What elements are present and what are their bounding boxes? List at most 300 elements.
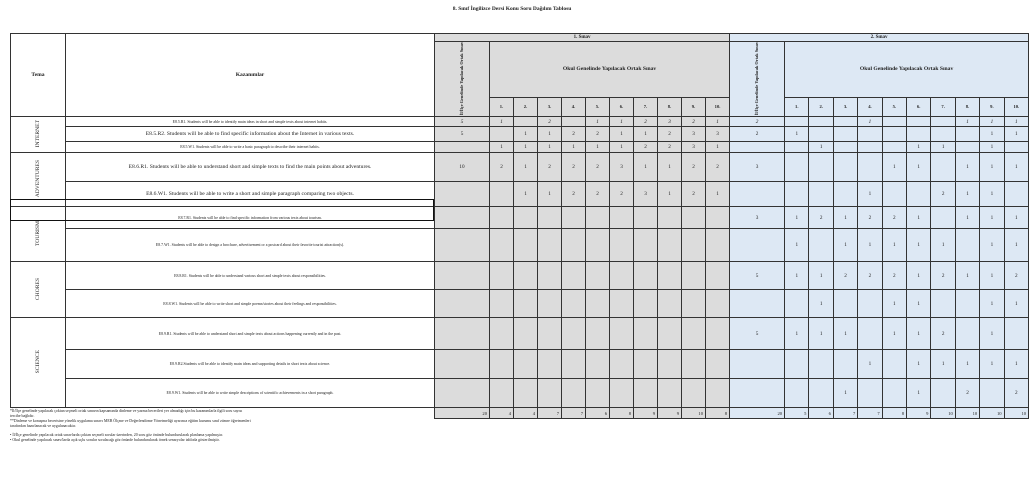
exam1-q-6: 3 (610, 153, 634, 182)
exam2-q-1 (785, 350, 809, 379)
exam2-q-5 (882, 379, 906, 408)
exam1-q-6 (610, 318, 634, 350)
ilce-count-1 (435, 207, 490, 229)
exam2-total-8: 10 (955, 408, 979, 419)
exam2-q-4: 1 (858, 182, 882, 207)
exam1-total-1: 4 (490, 408, 514, 419)
exam1-q-2: 1 (514, 153, 538, 182)
exam1-q-1: 2 (490, 153, 514, 182)
kazanim-text: E8.9.R2.Students will be able to identify main ideas and supporting details in short texts about science. (66, 350, 435, 379)
okul-header-2: Okul Genelinde Yapılacak Ortak Sınav (785, 42, 1029, 98)
exam1-q-2: 1 (514, 142, 538, 153)
exam1-q-7 (634, 229, 658, 262)
exam1-q-6: 1 (610, 127, 634, 142)
exam2-q-9 (980, 379, 1004, 408)
table-row (11, 117, 1029, 127)
exam1-col-6: 6. (610, 97, 634, 117)
exam2-q-1 (785, 142, 809, 153)
exam2-q-3 (833, 350, 857, 379)
table-row (11, 142, 1029, 153)
exam1-q-10 (706, 290, 730, 318)
exam1-q-4: 2 (562, 127, 586, 142)
exam1-q-7 (634, 262, 658, 290)
ilce-count-1 (435, 142, 490, 153)
exam2-q-6: 1 (907, 318, 931, 350)
exam2-q-4 (858, 290, 882, 318)
exam2-col-2: 2. (809, 97, 833, 117)
exam1-q-2: 1 (514, 127, 538, 142)
exam2-q-10: 1 (1004, 127, 1028, 142)
kazanim-text: E8.7.R1. Students will be able to find specific information from various texts about tourism. (66, 207, 435, 229)
exam2-q-7: 1 (931, 142, 955, 153)
exam1-q-3: 1 (538, 142, 562, 153)
exam2-q-1 (785, 290, 809, 318)
exam1-col-1: 1. (490, 97, 514, 117)
exam1-q-10 (706, 262, 730, 290)
exam1-q-4 (562, 229, 586, 262)
exam1-q-2 (514, 350, 538, 379)
exam2-q-5: 1 (882, 318, 906, 350)
exam1-col-9: 9. (682, 97, 706, 117)
exam1-q-3 (538, 350, 562, 379)
table-row (11, 318, 1029, 350)
exam2-q-3: 1 (833, 379, 857, 408)
exam2-q-1 (785, 182, 809, 207)
exam1-q-10 (706, 318, 730, 350)
ilce-count-2: 2 (730, 127, 785, 142)
exam1-q-9 (682, 350, 706, 379)
note-line: • Okul genelinde yapılacak sınav/larda açık uçlu sorular sorulacağı göz önünde bulundurularak örnek senaryolar tabloda gösterilmiştir. (10, 438, 220, 442)
exam2-col-4: 4. (858, 97, 882, 117)
exam1-q-10: 1 (706, 182, 730, 207)
exam1-q-2 (514, 379, 538, 408)
exam1-q-6: 1 (610, 117, 634, 127)
table-row (11, 207, 1029, 229)
exam2-q-10: 2 (1004, 262, 1028, 290)
exam1-q-9: 3 (682, 142, 706, 153)
exam2-q-8: 1 (955, 207, 979, 229)
exam1-q-1: 1 (490, 142, 514, 153)
exam2-col-7: 7. (931, 97, 955, 117)
distribution-table (10, 33, 1029, 419)
table-row (11, 127, 1029, 142)
page-title: 8. Sınıf İngilizce Dersi Konu Soru Dağılım Tablosu (452, 6, 572, 12)
exam1-q-4 (562, 117, 586, 127)
exam2-q-9: 1 (980, 153, 1004, 182)
ilce-count-2 (730, 182, 785, 207)
exam2-q-6: 1 (907, 290, 931, 318)
exam2-total-10: 10 (1004, 408, 1028, 419)
exam1-q-5: 2 (586, 182, 610, 207)
exam1-q-4 (562, 318, 586, 350)
exam1-col-5: 5. (586, 97, 610, 117)
exam2-q-1: 1 (785, 229, 809, 262)
theme-cell (11, 153, 66, 207)
theme-label: CHORES (35, 277, 41, 300)
ilce-count-1 (435, 182, 490, 207)
exam2-q-8 (955, 142, 979, 153)
exam2-q-4: 2 (858, 262, 882, 290)
table-row (11, 262, 1029, 290)
exam1-q-4 (562, 207, 586, 229)
exam1-q-3 (538, 318, 562, 350)
exam2-q-5: 1 (882, 153, 906, 182)
exam1-q-7 (634, 350, 658, 379)
exam2-q-4 (858, 379, 882, 408)
exam2-q-5 (882, 350, 906, 379)
exam1-q-5: 2 (586, 127, 610, 142)
exam2-q-3 (833, 153, 857, 182)
exam2-q-3 (833, 127, 857, 142)
exam2-q-9: 1 (980, 318, 1004, 350)
ilce-count-2 (730, 229, 785, 262)
theme-label: SCIENCE (35, 349, 41, 374)
exam2-q-3: 1 (833, 207, 857, 229)
exam1-q-10 (706, 350, 730, 379)
exam2-q-9: 1 (980, 142, 1004, 153)
exam1-q-8 (658, 379, 682, 408)
exam2-total-3: 7 (833, 408, 857, 419)
exam1-q-8 (658, 229, 682, 262)
exam1-q-1 (490, 318, 514, 350)
exam1-total-2: 4 (514, 408, 538, 419)
ilce-count-1 (435, 350, 490, 379)
exam2-q-6: 1 (907, 262, 931, 290)
exam1-q-6 (610, 207, 634, 229)
exam1-q-1 (490, 229, 514, 262)
exam1-q-9 (682, 207, 706, 229)
exam2-q-7 (931, 207, 955, 229)
exam2-q-10 (1004, 142, 1028, 153)
exam2-q-7: 1 (931, 229, 955, 262)
ilce-total-2: 20 (730, 408, 785, 419)
exam1-q-8 (658, 350, 682, 379)
exam2-col-1: 1. (785, 97, 809, 117)
ilce-count-1 (435, 379, 490, 408)
exam1-q-4: 2 (562, 153, 586, 182)
table-row (11, 350, 1029, 379)
footnotes (10, 409, 430, 443)
ilce-count-1 (435, 262, 490, 290)
exam1-q-10: 3 (706, 127, 730, 142)
exam1-q-9: 2 (682, 153, 706, 182)
exam1-q-9 (682, 262, 706, 290)
exam2-q-7 (931, 379, 955, 408)
exam2-q-6 (907, 182, 931, 207)
exam2-q-4 (858, 142, 882, 153)
kazanim-text: E8.9.W1. Students will be able to write simple descriptions of scientific achievements in a short paragraph. (66, 379, 435, 408)
exam2-total-2: 6 (809, 408, 833, 419)
exam1-header: 1. Sınav (435, 34, 730, 42)
exam2-q-6: 1 (907, 207, 931, 229)
exam2-q-3: 1 (833, 229, 857, 262)
exam1-q-9 (682, 318, 706, 350)
exam1-q-10 (706, 207, 730, 229)
theme-cell (11, 262, 66, 318)
kazanim-text: E8.9.R1. Students will be able to understand short and simple texts about actions happening currently and in the past. (66, 318, 435, 350)
exam1-q-8 (658, 318, 682, 350)
exam2-q-8 (955, 127, 979, 142)
exam2-q-9: 1 (980, 350, 1004, 379)
exam2-q-6: 1 (907, 379, 931, 408)
exam2-q-7: 1 (931, 350, 955, 379)
exam2-q-2 (809, 117, 833, 127)
exam2-q-9: 1 (980, 117, 1004, 127)
exam1-total-6: 8 (610, 408, 634, 419)
exam2-q-7: 2 (931, 262, 955, 290)
note-line: **Dinleme ve konuşma becerisine yönelik uygulama sınavı MEB Ölçme ve Değerlendirme Yönetmeliği uyarınca eğitim kurumu sınıf zümre öğretmenleri (10, 419, 251, 423)
exam1-q-4 (562, 379, 586, 408)
exam1-q-3 (538, 290, 562, 318)
exam2-q-5 (882, 182, 906, 207)
exam2-q-2 (809, 379, 833, 408)
exam2-q-1: 1 (785, 207, 809, 229)
exam2-q-10: 1 (1004, 207, 1028, 229)
exam1-q-2 (514, 229, 538, 262)
note-line: • İl/İlçe genelinde yapılacak ortak sınavlarda çoktan seçmeli sorular üzerinden, 20 soru göz önünde bulundurularak planlama yapılmıştır. (10, 433, 223, 437)
exam2-q-10: 1 (1004, 350, 1028, 379)
exam2-q-1: 1 (785, 262, 809, 290)
kazanim-text: E8.6.R1. Students will be able to understand short and simple texts to find the main points about adventures. (66, 153, 435, 182)
exam1-q-1 (490, 290, 514, 318)
exam1-q-6 (610, 350, 634, 379)
exam1-total-4: 7 (562, 408, 586, 419)
note-line: tercihe bağlıdır. (10, 414, 35, 418)
ilce-count-2: 3 (730, 207, 785, 229)
exam1-q-8: 1 (658, 153, 682, 182)
ilce-count-2 (730, 142, 785, 153)
exam1-q-1 (490, 350, 514, 379)
exam2-q-7 (931, 117, 955, 127)
ilce-count-2: 3 (730, 153, 785, 182)
exam2-q-5: 2 (882, 207, 906, 229)
exam1-q-3: 2 (538, 117, 562, 127)
exam1-q-3 (538, 379, 562, 408)
theme-label: ADVENTURES (35, 159, 41, 198)
okul-header-1: Okul Genelinde Yapılacak Ortak Sınav (490, 42, 730, 98)
exam1-q-10 (706, 229, 730, 262)
theme-cell (11, 117, 66, 153)
exam1-q-4 (562, 262, 586, 290)
ilce-count-1: 5 (435, 127, 490, 142)
exam2-header: 2. Sınav (730, 34, 1029, 42)
exam2-q-7: 2 (931, 318, 955, 350)
exam1-q-8: 2 (658, 127, 682, 142)
kazanim-header: Kazanımlar (66, 34, 435, 117)
ilce-label-2: İl/İlçe Genelinde Yapılacak Ortak Sınav (753, 42, 759, 116)
exam2-q-4 (858, 153, 882, 182)
exam1-q-8: 1 (658, 182, 682, 207)
table-row (11, 153, 1029, 182)
exam1-q-6: 1 (610, 142, 634, 153)
exam2-q-7 (931, 290, 955, 318)
exam1-q-7 (634, 318, 658, 350)
exam2-total-9: 10 (980, 408, 1004, 419)
exam2-q-4: 1 (858, 117, 882, 127)
exam2-total-1: 5 (785, 408, 809, 419)
exam2-q-1: 1 (785, 127, 809, 142)
exam1-q-1 (490, 127, 514, 142)
exam2-col-8: 8. (955, 97, 979, 117)
kazanim-text: E8.5.R1. Students will be able to identify main ideas in short and simple texts about internet habits. (66, 117, 435, 127)
exam2-q-10: 1 (1004, 290, 1028, 318)
exam1-q-5 (586, 379, 610, 408)
exam1-q-8 (658, 207, 682, 229)
exam2-q-7: 2 (931, 182, 955, 207)
kazanim-text: E8.5.R2. Students will be able to find specific information about the Internet in various texts. (66, 127, 435, 142)
ilce-count-1 (435, 318, 490, 350)
exam1-col-8: 8. (658, 97, 682, 117)
exam1-q-8: 3 (658, 117, 682, 127)
exam1-q-3 (538, 262, 562, 290)
exam2-q-4: 1 (858, 350, 882, 379)
exam1-q-9: 3 (682, 127, 706, 142)
exam2-q-6: 1 (907, 153, 931, 182)
exam1-q-10: 1 (706, 142, 730, 153)
kazanim-text: E8.8.R1. Students will be able to understand various short and simple texts about responsibilities. (66, 262, 435, 290)
exam1-q-9 (682, 379, 706, 408)
table-row (11, 290, 1029, 318)
ilce-count-1 (435, 229, 490, 262)
exam2-q-2: 1 (809, 142, 833, 153)
exam2-q-1 (785, 153, 809, 182)
table-row (11, 182, 1029, 207)
exam2-q-8: 1 (955, 262, 979, 290)
exam2-q-1 (785, 117, 809, 127)
exam2-q-2 (809, 127, 833, 142)
exam2-q-2: 1 (809, 290, 833, 318)
ilce-count-1: 5 (435, 117, 490, 127)
exam1-q-5: 1 (586, 142, 610, 153)
theme-header: Tema (11, 34, 66, 117)
ilce-count-2: 5 (730, 262, 785, 290)
exam2-q-2: 2 (809, 207, 833, 229)
exam1-q-1 (490, 262, 514, 290)
exam1-q-5 (586, 318, 610, 350)
exam2-q-6: 1 (907, 350, 931, 379)
exam1-q-7 (634, 290, 658, 318)
exam2-q-4: 1 (858, 229, 882, 262)
exam1-q-10: 1 (706, 117, 730, 127)
exam1-q-2: 1 (514, 182, 538, 207)
exam2-q-6: 1 (907, 229, 931, 262)
exam2-q-9: 1 (980, 290, 1004, 318)
exam2-q-6 (907, 127, 931, 142)
exam2-q-10 (1004, 182, 1028, 207)
theme-label: INTERNET (35, 119, 41, 148)
exam2-q-8 (955, 290, 979, 318)
exam1-q-9: 2 (682, 117, 706, 127)
exam1-q-1 (490, 182, 514, 207)
theme-label: TOURISM (35, 220, 41, 246)
exam2-q-10 (1004, 318, 1028, 350)
exam2-col-9: 9. (980, 97, 1004, 117)
exam2-q-2: 1 (809, 318, 833, 350)
ilce-header-1 (435, 42, 490, 117)
ilce-count-2 (730, 290, 785, 318)
exam2-q-9: 1 (980, 127, 1004, 142)
exam2-q-1 (785, 379, 809, 408)
ilce-total-1: 20 (435, 408, 490, 419)
exam1-q-5 (586, 207, 610, 229)
exam1-q-3: 1 (538, 127, 562, 142)
exam2-q-7 (931, 153, 955, 182)
exam2-q-3: 2 (833, 262, 857, 290)
exam1-q-2 (514, 318, 538, 350)
exam1-q-6 (610, 290, 634, 318)
exam2-q-8: 1 (955, 350, 979, 379)
exam1-col-7: 7. (634, 97, 658, 117)
exam1-q-6 (610, 229, 634, 262)
exam2-q-2 (809, 182, 833, 207)
ilce-count-2: 5 (730, 318, 785, 350)
exam2-q-4: 2 (858, 207, 882, 229)
table-row (11, 229, 1029, 262)
exam2-total-5: 8 (882, 408, 906, 419)
exam1-q-5 (586, 290, 610, 318)
ilce-label-1: İl/İlçe Genelinde Yapılacak Ortak Sınav (458, 42, 464, 116)
exam1-q-8: 2 (658, 142, 682, 153)
exam1-q-3 (538, 207, 562, 229)
exam1-q-3 (538, 229, 562, 262)
note-line: *İl/İlçe genelinde yapılacak çoktan seçmeli ortak sınavın kapsamında dinleme ve yazma becerileri yer almadığı için bu kazanımlarla ilgili soru sayısı (10, 409, 243, 413)
exam2-q-3: 1 (833, 318, 857, 350)
exam2-q-8 (955, 229, 979, 262)
exam2-q-2 (809, 229, 833, 262)
exam2-q-8 (955, 318, 979, 350)
exam2-q-6: 1 (907, 142, 931, 153)
exam2-q-10: 1 (1004, 153, 1028, 182)
exam1-q-6: 2 (610, 182, 634, 207)
exam1-q-2 (514, 117, 538, 127)
exam2-q-5: 1 (882, 229, 906, 262)
exam1-q-5 (586, 350, 610, 379)
exam1-total-8: 9 (658, 408, 682, 419)
exam1-col-4: 4. (562, 97, 586, 117)
exam1-q-7 (634, 379, 658, 408)
exam1-q-6 (610, 379, 634, 408)
exam2-q-2: 1 (809, 262, 833, 290)
exam1-q-2 (514, 262, 538, 290)
exam2-q-8: 2 (955, 379, 979, 408)
exam1-q-2 (514, 207, 538, 229)
exam2-q-4 (858, 127, 882, 142)
exam1-q-8 (658, 262, 682, 290)
exam2-q-9: 1 (980, 229, 1004, 262)
theme-cell (11, 207, 66, 262)
ilce-count-1: 10 (435, 153, 490, 182)
ilce-count-2: 2 (730, 117, 785, 127)
exam1-q-10: 2 (706, 153, 730, 182)
ilce-count-2 (730, 379, 785, 408)
exam1-q-7: 2 (634, 142, 658, 153)
exam2-q-6 (907, 117, 931, 127)
kazanim-text: E8.5.W1. Students will be able to write a basic paragraph to describe their internet habits. (66, 142, 435, 153)
exam1-total-7: 9 (634, 408, 658, 419)
exam2-q-2 (809, 350, 833, 379)
exam2-total-7: 10 (931, 408, 955, 419)
exam1-q-7: 3 (634, 182, 658, 207)
exam2-q-9: 1 (980, 182, 1004, 207)
exam2-q-8: 1 (955, 117, 979, 127)
kazanim-text: E8.8.W1. Students will be able to write short and simple poems/stories about their feelings and responsibilities. (66, 290, 435, 318)
exam1-q-3: 2 (538, 153, 562, 182)
exam1-q-4: 1 (562, 142, 586, 153)
exam2-q-9: 1 (980, 262, 1004, 290)
exam1-total-9: 10 (682, 408, 706, 419)
exam1-q-5: 1 (586, 117, 610, 127)
exam1-q-7: 1 (634, 153, 658, 182)
